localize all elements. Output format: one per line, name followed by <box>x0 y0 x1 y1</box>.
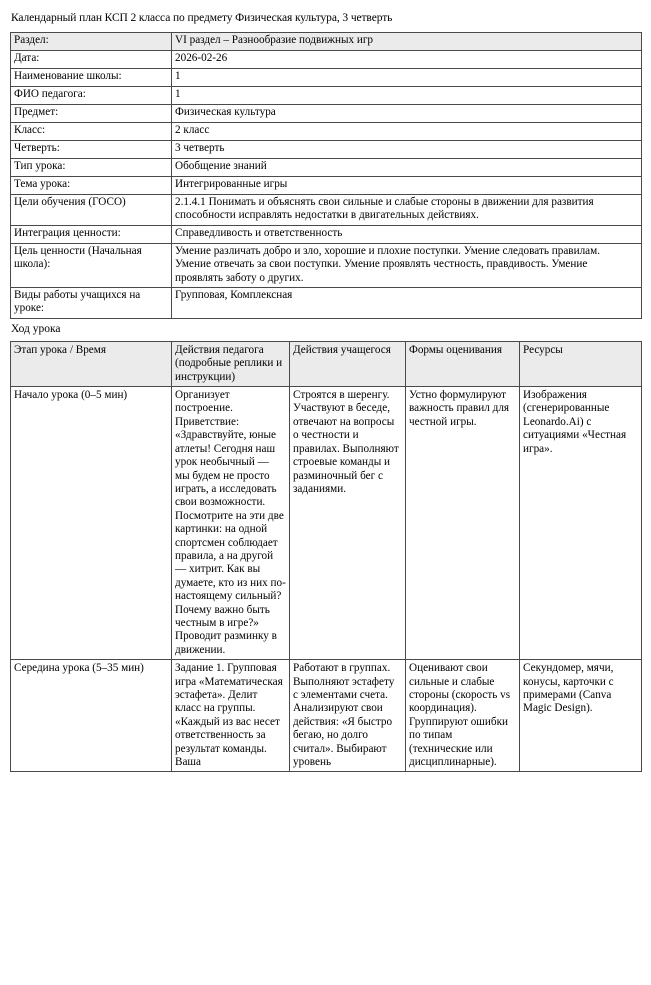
cell-assessment: Устно формулируют важность правил для честной игры. <box>406 387 520 660</box>
info-label: Виды работы учащихся на уроке: <box>11 288 172 319</box>
page-title: Календарный план КСП 2 класса по предмету Физическая культура, 3 четверть <box>11 12 393 24</box>
info-value: 3 четверть <box>172 141 642 159</box>
info-label: Четверть: <box>11 141 172 159</box>
info-value: Обобщение знаний <box>172 159 642 177</box>
info-value: 2.1.4.1 Понимать и объяснять свои сильные и слабые стороны в движении для развития способности исправлять недостатки в двигательных действиях. <box>172 195 642 226</box>
table-row <box>11 225 642 243</box>
cell-teacher-actions: Организует построение. Приветствие: «Здравствуйте, юные атлеты! Сегодня наш урок необычный — мы будем не просто играть, а исследовать свои возможности. Посмотрите на эти две картинки: на одной спортсмен соблюдает правила, а на другой — хитрит. Как вы думаете, кто из них по-настоящему сильный? Почему важно быть честным в игре?» Проводит разминку в движении. <box>172 387 290 660</box>
info-label: ФИО педагога: <box>11 87 172 105</box>
cell-stage: Середина урока (5–35 мин) <box>11 660 172 772</box>
table-row <box>11 288 642 319</box>
cell-student-actions: Строятся в шеренгу. Участвуют в беседе, отвечают на вопросы о честности и правилах. Выполняют строевые команды и разминочный бег с заданиями. <box>290 387 406 660</box>
column-header-student-actions: Действия учащегося <box>290 341 406 386</box>
lesson-plan-table <box>10 341 642 773</box>
cell-resources: Изображения (сгенерированные Leonardo.Ai) с ситуациями «Честная игра». <box>520 387 642 660</box>
info-value: Групповая, Комплексная <box>172 288 642 319</box>
info-label: Дата: <box>11 51 172 69</box>
info-label: Класс: <box>11 123 172 141</box>
lesson-info-body <box>11 33 642 319</box>
info-label: Цели обучения (ГОСО) <box>11 195 172 226</box>
table-row <box>11 141 642 159</box>
column-header-assessment: Формы оценивания <box>406 341 520 386</box>
cell-teacher-actions: Задание 1. Групповая игра «Математическая эстафета». Делит класс на группы. «Каждый из вас несет ответственность за результат команды. Ваша <box>172 660 290 772</box>
info-value: Физическая культура <box>172 105 642 123</box>
lesson-plan-header <box>11 341 642 386</box>
column-header-stage: Этап урока / Время <box>11 341 172 386</box>
info-label: Наименование школы: <box>11 69 172 87</box>
info-label: Тема урока: <box>11 177 172 195</box>
cell-stage: Начало урока (0–5 мин) <box>11 387 172 660</box>
info-label: Интеграция ценности: <box>11 225 172 243</box>
table-row <box>11 243 642 287</box>
lesson-flow-heading: Ход урока <box>11 322 61 335</box>
info-label: Тип урока: <box>11 159 172 177</box>
info-value: 1 <box>172 69 642 87</box>
info-value: 1 <box>172 87 642 105</box>
cell-resources: Секундомер, мячи, конусы, карточки с примерами (Canva Magic Design). <box>520 660 642 772</box>
lesson-info-table <box>10 32 642 319</box>
info-label: Раздел: <box>11 33 172 51</box>
info-value: VI раздел – Разнообразие подвижных игр <box>172 33 642 51</box>
column-header-resources: Ресурсы <box>520 341 642 386</box>
info-label: Цель ценности (Начальная школа): <box>11 243 172 287</box>
table-row <box>11 51 642 69</box>
info-value: Интегрированные игры <box>172 177 642 195</box>
table-row <box>11 33 642 51</box>
table-row <box>11 177 642 195</box>
info-label: Предмет: <box>11 105 172 123</box>
table-row <box>11 387 642 660</box>
table-row <box>11 195 642 226</box>
table-row <box>11 660 642 772</box>
lesson-plan-body <box>11 387 642 772</box>
table-row <box>11 159 642 177</box>
table-header-row <box>11 341 642 386</box>
column-header-teacher-actions: Действия педагога (подробные реплики и инструкции) <box>172 341 290 386</box>
info-value: Умение различать добро и зло, хорошие и плохие поступки. Умение следовать правилам. Умение отвечать за свои поступки. Умение проявлять честность, правдивость. Умение проявлять заботу о других. <box>172 243 642 287</box>
cell-student-actions: Работают в группах. Выполняют эстафету с элементами счета. Анализируют свои действия: «Я быстро бегаю, но долго считал». Выбирают уровень <box>290 660 406 772</box>
cell-assessment: Оценивают свои сильные и слабые стороны (скорость vs координация). Группируют ошибки по типам (технические или дисциплинарные). <box>406 660 520 772</box>
table-row <box>11 123 642 141</box>
table-row <box>11 69 642 87</box>
info-value: 2 класс <box>172 123 642 141</box>
info-value: 2026-02-26 <box>172 51 642 69</box>
info-value: Справедливость и ответственность <box>172 225 642 243</box>
table-row <box>11 87 642 105</box>
table-row <box>11 105 642 123</box>
